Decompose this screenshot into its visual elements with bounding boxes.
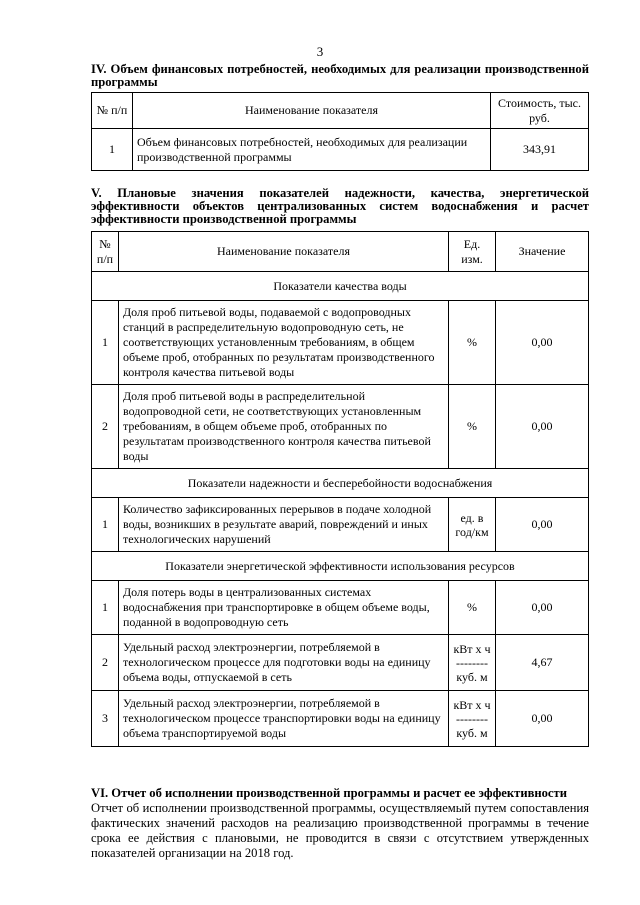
row-name: Количество зафиксированных перерывов в подаче холодной воды, возникших в результате аварий, повреждений и иных технологических нарушений [119, 498, 449, 552]
group-title-row [92, 469, 589, 498]
row-unit [449, 691, 496, 747]
row-unit: % [449, 301, 496, 385]
table-row [92, 129, 589, 171]
row-num: 2 [92, 635, 119, 691]
row-value: 0,00 [496, 498, 589, 552]
table-row [92, 385, 589, 469]
header-name: Наименование показателя [119, 232, 449, 272]
row-name: Доля потерь воды в централизованных системах водоснабжения при транспортировке в общем объеме воды, поданной в водопроводную сеть [119, 581, 449, 635]
unit-numerator: кВт х ч [453, 641, 491, 656]
page-number: 3 [316, 44, 324, 59]
table-row [92, 581, 589, 635]
financial-needs-table [91, 92, 589, 171]
row-num: 1 [92, 498, 119, 552]
header-cost: Стоимость, тыс. руб. [491, 93, 589, 129]
row-name: Доля проб питьевой воды в распределительной водопроводной сети, не соответствующих установленным требованиям, в общем объеме проб, отобранных по результатам производственного контроля качества питьевой воды [119, 385, 449, 469]
row-name: Доля проб питьевой воды, подаваемой с водопроводных станций в распределительную водопроводную сеть, не соответствующих установленным требованиям, в общем объеме проб, отобранных по результатам производственного контроля качества питьевой воды [119, 301, 449, 385]
section-4-heading: IV. Объем финансовых потребностей, необходимых для реализации производственной программы [91, 62, 589, 89]
row-unit: ед. в год/км [449, 498, 496, 552]
row-name: Удельный расход электроэнергии, потребляемой в технологическом процессе транспортировки воды на единицу объема транспортируемой воды [119, 691, 449, 747]
row-unit: % [449, 581, 496, 635]
row-value: 4,67 [496, 635, 589, 691]
section-6-heading: VI. Отчет об исполнении производственной программы и расчет ее эффективности [91, 786, 567, 800]
indicators-table [91, 231, 589, 747]
header-num: № п/п [92, 232, 119, 272]
header-unit: Ед. изм. [449, 232, 496, 272]
table-header-row [92, 93, 589, 129]
unit-fraction-line: -------- [456, 711, 488, 726]
table-row [92, 691, 589, 747]
unit-denominator: куб. м [456, 725, 488, 740]
header-num: № п/п [92, 93, 133, 129]
header-name: Наименование показателя [133, 93, 491, 129]
unit-numerator: кВт х ч [453, 697, 491, 712]
row-value: 343,91 [491, 129, 589, 171]
row-num: 1 [92, 129, 133, 171]
unit-denominator: куб. м [456, 669, 488, 684]
group-title-quality: Показатели качества воды [92, 272, 589, 301]
group-title-energy: Показатели энергетической эффективности использования ресурсов [92, 552, 589, 581]
table-row [92, 498, 589, 552]
row-num: 3 [92, 691, 119, 747]
row-unit [449, 635, 496, 691]
row-value: 0,00 [496, 301, 589, 385]
group-title-reliability: Показатели надежности и бесперебойности водоснабжения [92, 469, 589, 498]
table-row [92, 635, 589, 691]
table-row [92, 301, 589, 385]
row-value: 0,00 [496, 385, 589, 469]
row-value: 0,00 [496, 581, 589, 635]
row-name: Объем финансовых потребностей, необходимых для реализации производственной программы [133, 129, 491, 171]
row-num: 1 [92, 581, 119, 635]
group-title-row [92, 552, 589, 581]
group-title-row [92, 272, 589, 301]
header-value: Значение [496, 232, 589, 272]
unit-fraction-line: -------- [456, 655, 488, 670]
table-header-row [92, 232, 589, 272]
row-unit: % [449, 385, 496, 469]
row-name: Удельный расход электроэнергии, потребляемой в технологическом процессе для подготовки воды на единицу объема воды, отпускаемой в сеть [119, 635, 449, 691]
section-6-text: Отчет об исполнении производственной программы, осуществляемый путем сопоставления фактических значений расходов на реализацию производственной программы в течение срока ее действия с плановыми, не проводится в связи с отсутствием утвержденных показателей организации на 2018 год. [91, 801, 589, 860]
row-num: 1 [92, 301, 119, 385]
row-value: 0,00 [496, 691, 589, 747]
section-5-heading: V. Плановые значения показателей надежности, качества, энергетической эффективности объектов централизованных систем водоснабжения и расчет эффективности производственной программы [91, 186, 589, 226]
section-6 [91, 786, 589, 861]
row-num: 2 [92, 385, 119, 469]
